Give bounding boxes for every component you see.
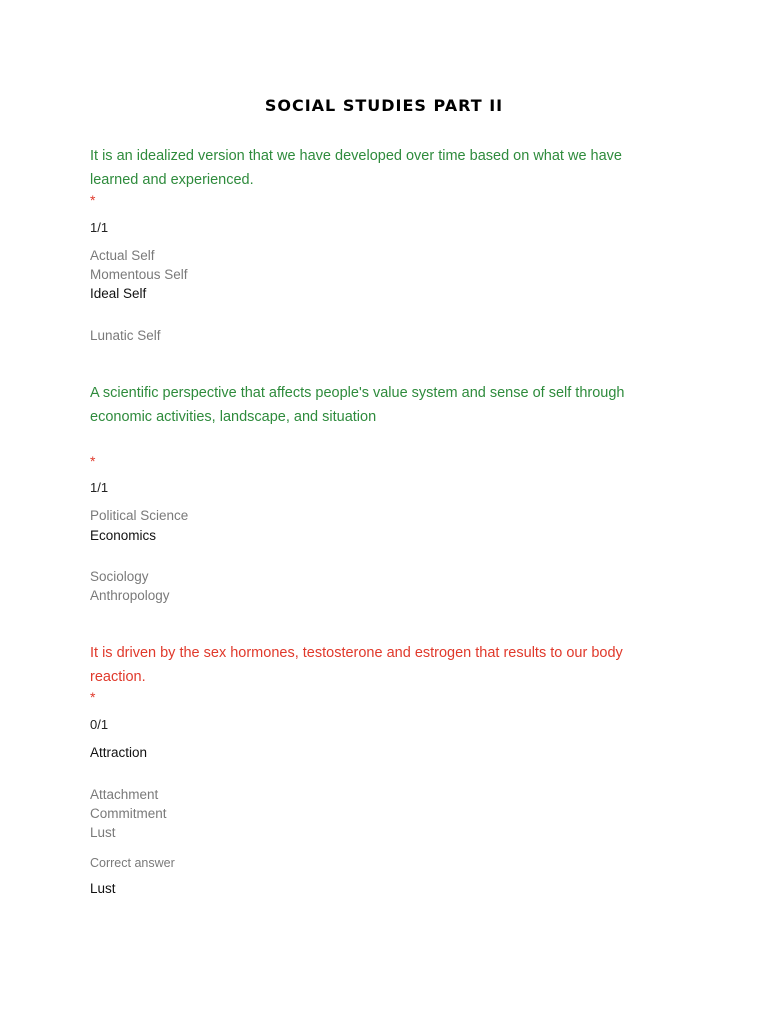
option-momentous-self[interactable]: Momentous Self: [90, 267, 188, 282]
question-score: 1/1: [90, 220, 109, 235]
required-mark: *: [90, 453, 96, 469]
option-commitment[interactable]: Commitment: [90, 806, 167, 821]
question-score: 0/1: [90, 717, 109, 732]
option-sociology[interactable]: Sociology: [90, 569, 149, 584]
question-text: It is an idealized version that we have developed over time based on what we have learned and experienced.: [90, 148, 622, 188]
option-ideal-self[interactable]: Ideal Self: [90, 286, 147, 301]
option-lunatic-self[interactable]: Lunatic Self: [90, 328, 161, 343]
option-attraction[interactable]: Attraction: [90, 745, 148, 760]
option-attachment[interactable]: Attachment: [90, 787, 159, 802]
question-text: A scientific perspective that affects people's value system and sense of self through economic activities, landscape, and situation: [90, 385, 625, 425]
option-economics[interactable]: Economics: [90, 528, 157, 543]
correct-answer-label: Correct answer: [90, 856, 175, 870]
option-lust[interactable]: Lust: [90, 825, 116, 840]
option-political-science[interactable]: Political Science: [90, 508, 189, 523]
question-text: It is driven by the sex hormones, testosterone and estrogen that results to our body reaction.: [90, 645, 623, 685]
correct-answer-value: Lust: [90, 881, 116, 896]
page-title: SOCIAL STUDIES PART II: [264, 96, 504, 115]
required-mark: *: [90, 689, 96, 705]
question-score: 1/1: [90, 480, 109, 495]
option-anthropology[interactable]: Anthropology: [90, 588, 170, 603]
required-mark: *: [90, 192, 96, 208]
option-actual-self[interactable]: Actual Self: [90, 248, 155, 263]
